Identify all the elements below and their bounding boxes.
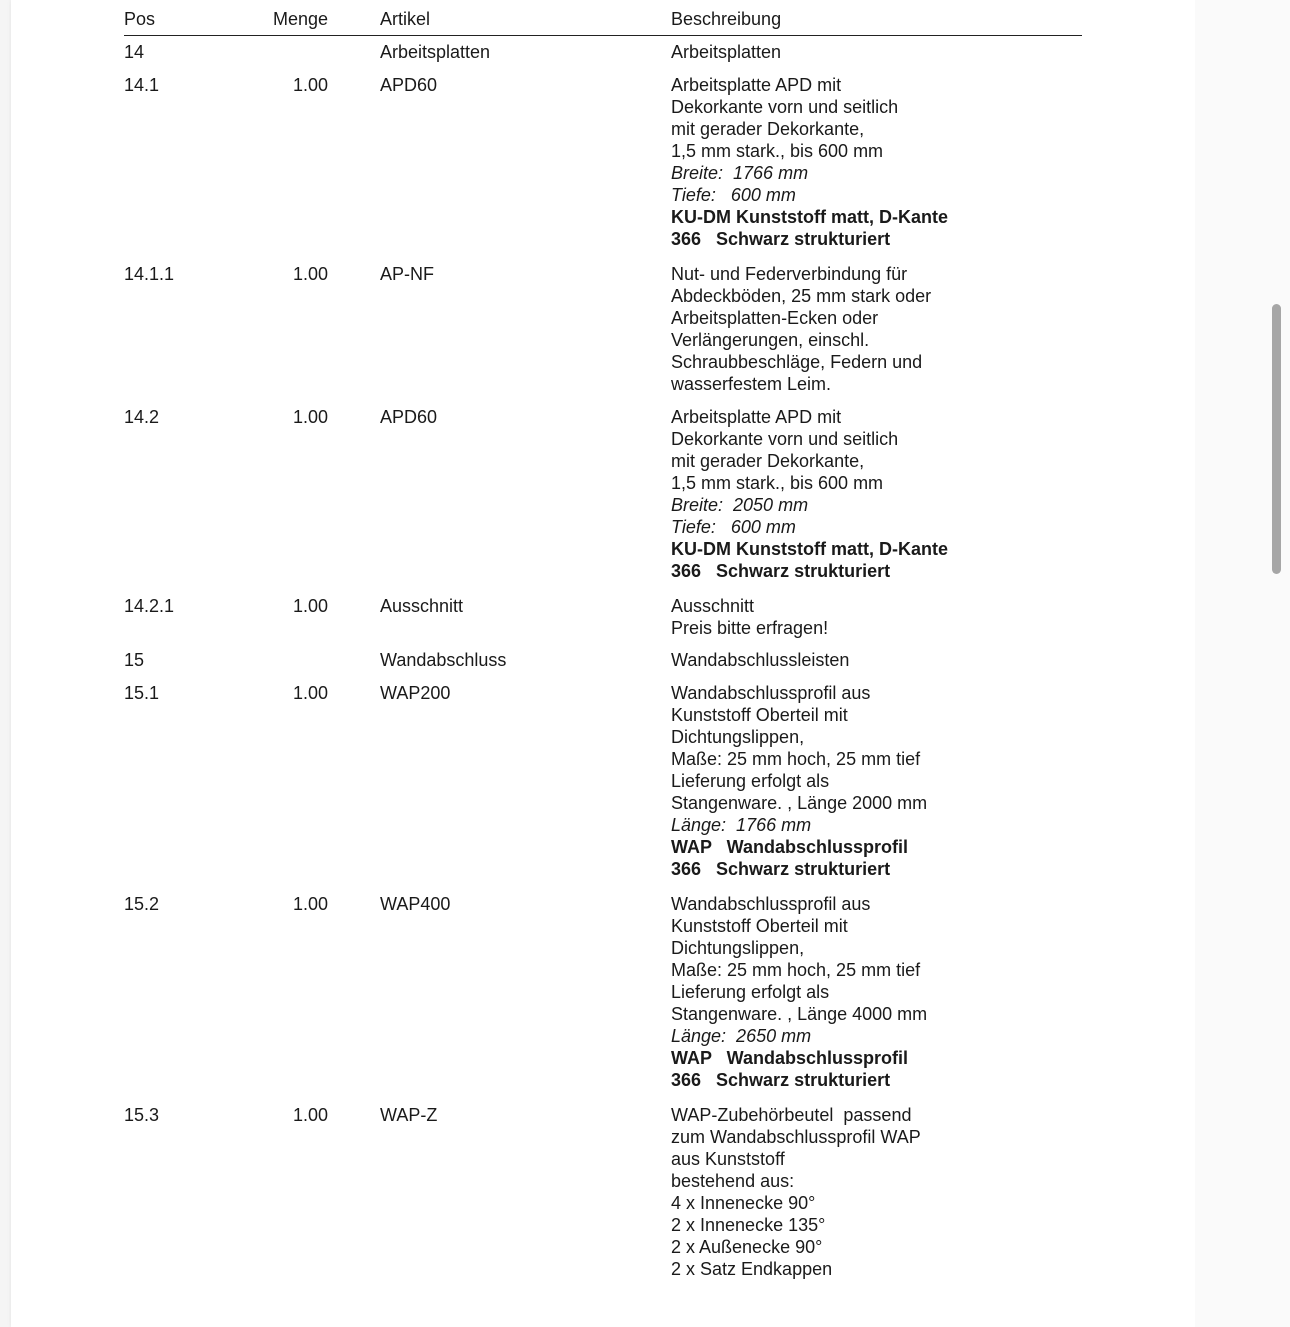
cell-artikel: Arbeitsplatten: [380, 42, 491, 62]
description-line: 2 x Satz Endkappen: [671, 1259, 833, 1279]
description-line: KU-DM Kunststoff matt, D-Kante: [671, 539, 948, 559]
vertical-scrollbar[interactable]: [1272, 304, 1281, 574]
cell-pos: 14.2: [124, 407, 160, 427]
description-line: Lieferung erfolgt als: [671, 771, 830, 791]
cell-pos: 15: [124, 650, 145, 670]
description-line: Wandabschlussleisten: [671, 650, 850, 670]
description-line: Tiefe: 600 mm: [671, 185, 796, 205]
description-line: KU-DM Kunststoff matt, D-Kante: [671, 207, 948, 227]
description-line: Ausschnitt: [671, 596, 755, 616]
cell-artikel: APD60: [380, 75, 438, 95]
description-line: mit gerader Dekorkante,: [671, 451, 865, 471]
description-line: 366 Schwarz strukturiert: [671, 229, 891, 249]
description-line: bestehend aus:: [671, 1171, 795, 1191]
description-line: Kunststoff Oberteil mit: [671, 705, 848, 725]
cell-menge: 1.00: [292, 894, 328, 914]
cell-pos: 15.2: [124, 894, 160, 914]
cell-menge: 1.00: [292, 264, 328, 284]
cell-beschreibung: [671, 41, 781, 63]
cell-artikel: APD60: [380, 407, 438, 427]
cell-menge: 1.00: [292, 683, 328, 703]
description-line: 366 Schwarz strukturiert: [671, 561, 891, 581]
description-line: Stangenware. , Länge 2000 mm: [671, 793, 928, 813]
description-line: Maße: 25 mm hoch, 25 mm tief: [671, 960, 921, 980]
description-line: Abdeckböden, 25 mm stark oder: [671, 286, 932, 306]
description-line: 366 Schwarz strukturiert: [671, 859, 891, 879]
description-line: Kunststoff Oberteil mit: [671, 916, 848, 936]
cell-pos: 14.1.1: [124, 264, 175, 284]
cell-beschreibung: [671, 682, 927, 880]
cell-beschreibung: [671, 406, 948, 582]
description-line: Breite: 2050 mm: [671, 495, 809, 515]
position-table: [124, 0, 1082, 1279]
viewer-gutter: [1195, 0, 1290, 1327]
description-line: Dichtungslippen,: [671, 727, 805, 747]
header-beschreibung: Beschreibung: [671, 9, 782, 29]
description-line: aus Kunststoff: [671, 1149, 785, 1169]
description-line: Nut- und Federverbindung für: [671, 264, 908, 284]
description-line: WAP Wandabschlussprofil: [671, 837, 909, 857]
cell-pos: 15.1: [124, 683, 160, 703]
description-line: Dekorkante vorn und seitlich: [671, 97, 899, 117]
cell-beschreibung: [671, 263, 931, 395]
description-line: Preis bitte erfragen!: [671, 618, 829, 638]
cell-artikel: WAP400: [380, 894, 451, 914]
header-menge: Menge: [272, 9, 328, 29]
cell-beschreibung: [671, 74, 948, 250]
document-page: [11, 0, 1195, 1327]
cell-beschreibung: [671, 649, 849, 671]
cell-menge: 1.00: [292, 596, 328, 616]
description-line: Arbeitsplatte APD mit: [671, 75, 842, 95]
description-line: 1,5 mm stark., bis 600 mm: [671, 473, 884, 493]
description-line: 4 x Innenecke 90°: [671, 1193, 816, 1213]
cell-pos: 14: [124, 42, 145, 62]
header-pos: Pos: [124, 9, 156, 29]
description-line: wasserfestem Leim.: [671, 374, 832, 394]
description-line: 2 x Außenecke 90°: [671, 1237, 823, 1257]
cell-artikel: Ausschnitt: [380, 596, 464, 616]
cell-artikel: Wandabschluss: [380, 650, 507, 670]
description-line: zum Wandabschlussprofil WAP: [671, 1127, 921, 1147]
description-line: 2 x Innenecke 135°: [671, 1215, 826, 1235]
description-line: Breite: 1766 mm: [671, 163, 809, 183]
description-line: Verlängerungen, einschl.: [671, 330, 870, 350]
cell-menge: 1.00: [292, 407, 328, 427]
description-line: Schraubbeschläge, Federn und: [671, 352, 923, 372]
description-line: Wandabschlussprofil aus: [671, 683, 871, 703]
description-line: Dekorkante vorn und seitlich: [671, 429, 899, 449]
description-line: Länge: 2650 mm: [671, 1026, 812, 1046]
table-header: [124, 0, 1082, 36]
cell-artikel: AP-NF: [380, 264, 434, 284]
description-line: Tiefe: 600 mm: [671, 517, 796, 537]
cell-artikel: WAP200: [380, 683, 451, 703]
description-line: Maße: 25 mm hoch, 25 mm tief: [671, 749, 921, 769]
cell-beschreibung: [671, 893, 927, 1091]
cell-beschreibung: [671, 1104, 921, 1280]
description-line: 1,5 mm stark., bis 600 mm: [671, 141, 884, 161]
description-line: Länge: 1766 mm: [671, 815, 812, 835]
cell-beschreibung: [671, 595, 828, 639]
cell-pos: 15.3: [124, 1105, 160, 1125]
description-line: Arbeitsplatten: [671, 42, 782, 62]
cell-menge: 1.00: [292, 1105, 328, 1125]
description-line: Arbeitsplatte APD mit: [671, 407, 842, 427]
description-line: WAP-Zubehörbeutel passend: [671, 1105, 912, 1125]
cell-menge: 1.00: [292, 75, 328, 95]
cell-pos: 14.1: [124, 75, 160, 95]
description-line: Dichtungslippen,: [671, 938, 805, 958]
description-line: WAP Wandabschlussprofil: [671, 1048, 909, 1068]
cell-pos: 14.2.1: [124, 596, 175, 616]
header-artikel: Artikel: [380, 9, 431, 29]
description-line: Lieferung erfolgt als: [671, 982, 830, 1002]
description-line: Wandabschlussprofil aus: [671, 894, 871, 914]
description-line: Arbeitsplatten-Ecken oder: [671, 308, 879, 328]
description-line: Stangenware. , Länge 4000 mm: [671, 1004, 928, 1024]
description-line: 366 Schwarz strukturiert: [671, 1070, 891, 1090]
description-line: mit gerader Dekorkante,: [671, 119, 865, 139]
cell-artikel: WAP-Z: [380, 1105, 438, 1125]
